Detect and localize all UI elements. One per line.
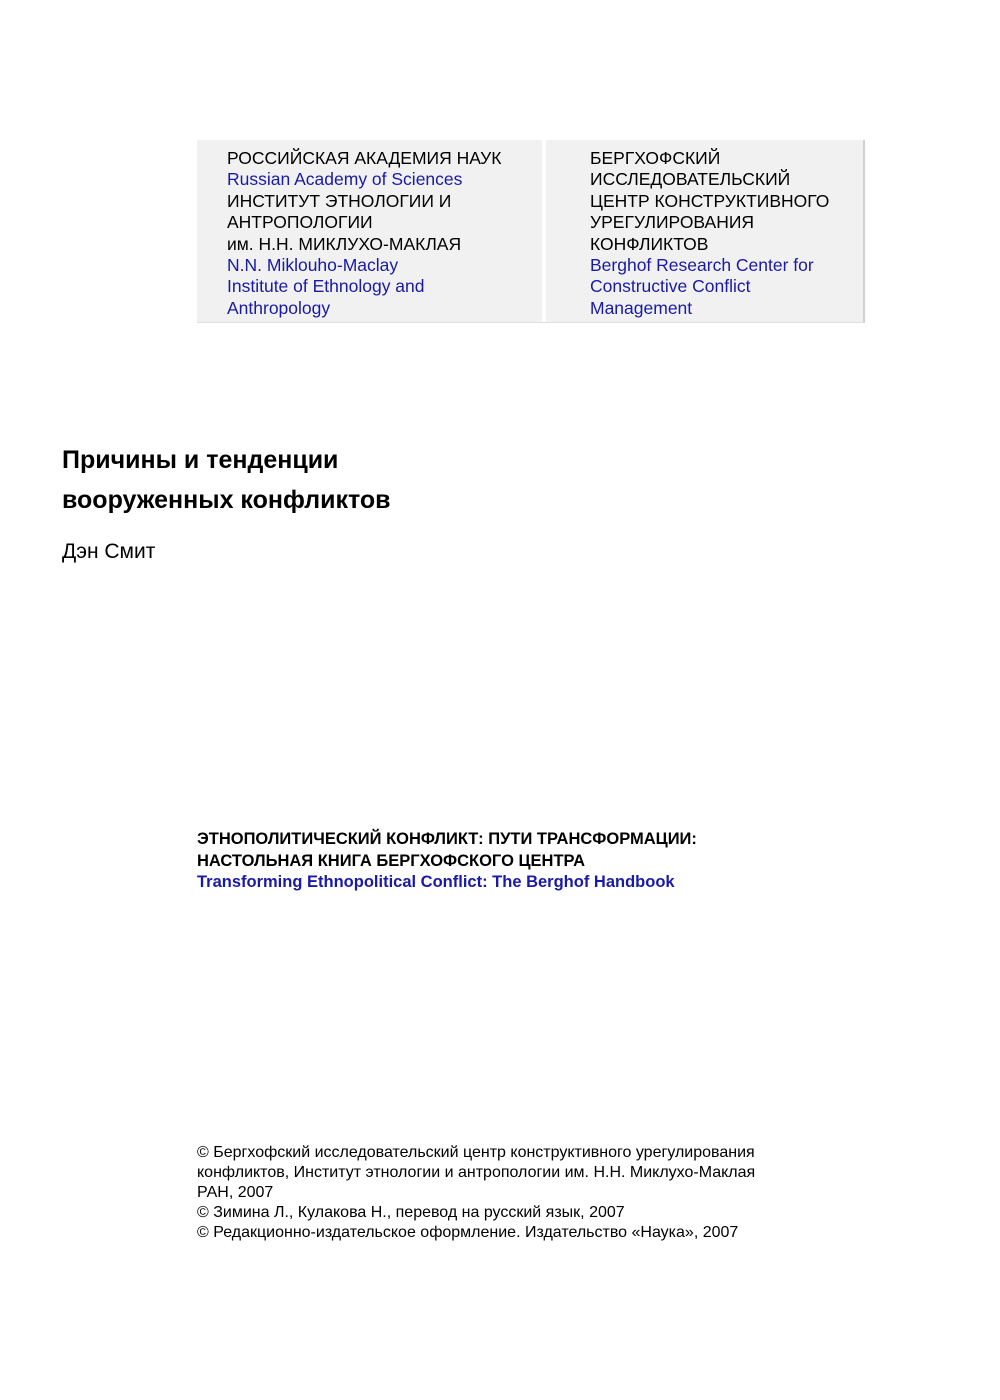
academy-name-en: Russian Academy of Sciences xyxy=(227,169,463,190)
berghof-name-ru-line3: ЦЕНТР КОНСТРУКТИВНОГО xyxy=(590,190,830,211)
header-divider xyxy=(542,140,546,322)
copyright-line: © Зимина Л., Кулакова Н., перевод на русский язык, 2007 xyxy=(197,1204,625,1221)
berghof-name-ru-line5: КОНФЛИКТОВ xyxy=(590,233,709,254)
copyright-notice xyxy=(197,1143,755,1243)
document-title xyxy=(62,440,391,520)
berghof-name-en-line2: Constructive Conflict xyxy=(590,276,751,297)
academy-name-ru: РОССИЙСКАЯ АКАДЕМИЯ НАУК xyxy=(227,148,502,168)
institute-name-en-line2: Institute of Ethnology and xyxy=(227,276,425,297)
title-line-1: Причины и тенденции xyxy=(62,446,339,474)
institution-header xyxy=(197,140,865,323)
academy-column xyxy=(227,148,537,319)
copyright-line: © Редакционно-издательское оформление. Издательство «Наука», 2007 xyxy=(197,1224,739,1241)
author-name: Дэн Смит xyxy=(62,540,156,563)
institute-name-en-line3: Anthropology xyxy=(227,297,331,318)
institute-name-en-line1: N.N. Miklouho-Maclay xyxy=(227,255,399,276)
berghof-name-ru-line2: ИССЛЕДОВАТЕЛЬСКИЙ xyxy=(590,169,791,190)
copyright-line: конфликтов, Институт этнологии и антропологии им. Н.Н. Миклухо-Маклая xyxy=(197,1164,756,1181)
berghof-name-ru-line1: БЕРГХОФСКИЙ xyxy=(590,148,721,168)
berghof-column xyxy=(590,148,860,319)
series-title-en: Transforming Ethnopolitical Conflict: The Berghof Handbook xyxy=(197,873,675,891)
berghof-name-en-line3: Management xyxy=(590,297,693,318)
series-title-ru-line1: ЭТНОПОЛИТИЧЕСКИЙ КОНФЛИКТ: ПУТИ ТРАНСФОРМАЦИИ: xyxy=(197,830,697,848)
institute-name-ru-line3: им. Н.Н. МИКЛУХО-МАКЛАЯ xyxy=(227,233,462,254)
institute-name-ru-line2: АНТРОПОЛОГИИ xyxy=(227,212,373,233)
berghof-name-ru-line4: УРЕГУЛИРОВАНИЯ xyxy=(590,212,755,233)
berghof-name-en-line1: Berghof Research Center for xyxy=(590,255,814,276)
series-title-ru-line2: НАСТОЛЬНАЯ КНИГА БЕРГХОФСКОГО ЦЕНТРА xyxy=(197,851,586,870)
title-line-2: вооруженных конфликтов xyxy=(62,486,391,514)
institute-name-ru-line1: ИНСТИТУТ ЭТНОЛОГИИ И xyxy=(227,190,452,211)
series-title xyxy=(197,829,697,894)
copyright-line: © Бергхофский исследовательский центр конструктивного урегулирования xyxy=(197,1144,755,1161)
copyright-line: РАН, 2007 xyxy=(197,1184,274,1201)
